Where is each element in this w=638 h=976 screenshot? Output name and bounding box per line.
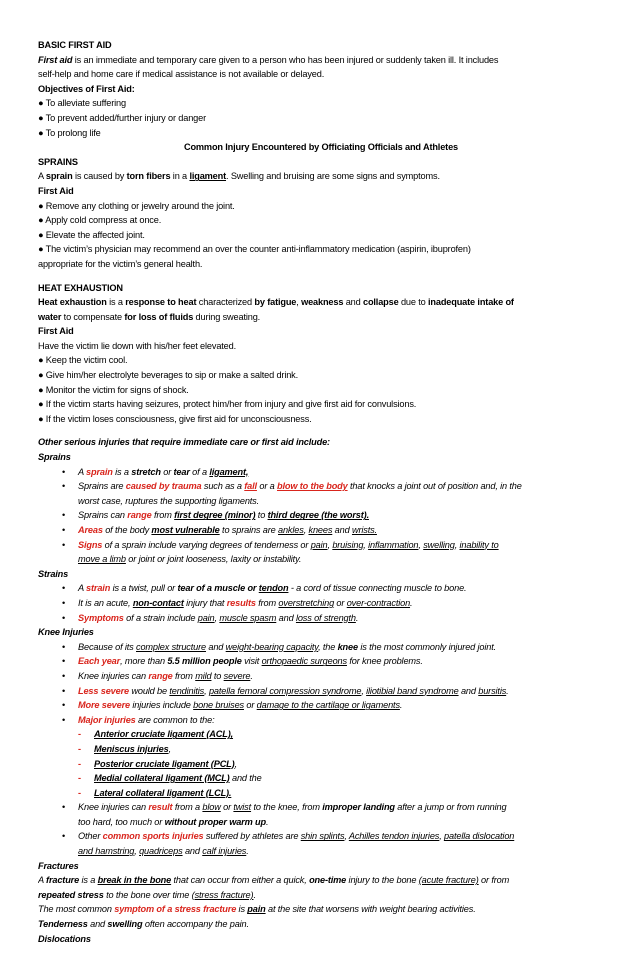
knee-bullet: • Each year, more than 5.5 million people visit orthopaedic surgeons for knee problems. [38,654,604,669]
sprains-definition: A sprain is caused by torn fibers in a ligament. Swelling and bruising are some signs and symptoms. [38,171,440,182]
heat-first-aid-item: ● Keep the victim cool. [38,355,128,366]
heat-exhaustion-definition-cont: water to compensate for loss of fluids during sweating. [38,311,261,322]
sprains-first-aid-item: ● Elevate the affected joint. [38,229,145,240]
dislocations-subheading: Dislocations [38,933,91,944]
heat-exhaustion-definition: Heat exhaustion is a response to heat characterized by fatigue, weakness and collapse due to inadequate intake of [38,297,514,308]
sprains-first-aid-item: ● Apply cold compress at once. [38,215,162,226]
sprains-bullet: • Sprains can range from first degree (minor) to third degree (the worst). [38,508,604,523]
heat-first-aid-heading: First Aid [38,326,74,337]
sprains-bullet: • A sprain is a stretch or tear of a ligament, [38,465,604,480]
strains-subheading: Strains [38,568,69,579]
knee-injuries-subheading: Knee Injuries [38,627,94,638]
ligament-list-item: - Posterior cruciate ligament (PCL), [78,758,237,769]
sprains-first-aid-item-cont: appropriate for the victim’s general health. [38,258,203,269]
sprains-bullet: • Signs of a sprain include varying degrees of tenderness or pain, bruising, inflammation, swelling, inability to move a limb or joint or joint looseness, laxity or instability. [38,538,604,567]
strains-bullet: • It is an acute, non-contact injury that results from overstretching or over-contraction. [38,596,604,611]
heat-exhaustion-heading: HEAT EXHAUSTION [38,282,123,293]
ligament-list-item: - Anterior cruciate ligament (ACL), [78,729,234,740]
intro-paragraph: First aid is an immediate and temporary care given to a person who has been injured or suddenly taken ill. It includes [38,54,499,65]
sprains-heading: SPRAINS [38,156,78,167]
knee-bullet: • Because of its complex structure and weight-bearing capacity, the knee is the most commonly injured joint. [38,640,604,655]
heat-first-aid-item: ● If the victim loses consciousness, give first aid for unconsciousness. [38,413,312,424]
objective-item: ● To prevent added/further injury or danger [38,112,206,123]
section-center-heading: Common Injury Encountered by Officiating Officials and Athletes [183,142,459,153]
sprains-first-aid-item: ● The victim’s physician may recommend an over the counter anti-inflammatory medication (aspirin, ibuprofen) [38,244,471,255]
document-title: BASIC FIRST AID [38,40,112,50]
heat-first-aid-item: ● Monitor the victim for signs of shock. [38,384,189,395]
knee-bullet: • Major injuries are common to the: [38,713,604,728]
intro-paragraph-cont: self-help and home care if medical assistance is not available or delayed. [38,69,325,80]
fractures-definition: A fracture is a break in the bone that can occur from either a quick, one-time injury to the bone (acute fracture) or from [38,875,510,886]
ligament-list-item: - Medial collateral ligament (MCL) and the [78,773,262,784]
strains-bullet: • A strain is a twist, pull or tear of a muscle or tendon - a cord of tissue connecting muscle to bone. [38,581,604,596]
objectives-heading: Objectives of First Aid: [38,83,135,94]
sprains-first-aid-item: ● Remove any clothing or jewelry around the joint. [38,200,235,211]
objective-item: ● To prolong life [38,127,101,138]
stress-fracture-symptom: The most common symptom of a stress fracture is pain at the site that worsens with weight bearing activities. [38,904,476,915]
strains-bullet: • Symptoms of a strain include pain, muscle spasm and loss of strength. [38,611,604,626]
sprains-first-aid-heading: First Aid [38,185,74,196]
knee-bullet: • More severe injuries include bone bruises or damage to the cartilage or ligaments. [38,698,604,713]
knee-bullet: • Other common sports injuries suffered by athletes are shin splints, Achilles tendon injuries, patella dislocation and hamstring, quadriceps and calf injuries. [38,829,604,858]
sprains-subheading: Sprains [38,452,71,463]
heat-first-aid-item: ● If the victim starts having seizures, protect him/her from injury and give first aid for convulsions. [38,399,417,410]
objective-item: ● To alleviate suffering [38,98,126,109]
sprains-bullet: • Sprains are caused by trauma such as a fall or a blow to the body that knocks a joint out of position and, in the worst case, ruptures the supporting ligaments. [38,479,604,508]
heat-first-aid-item: ● Give him/her electrolyte beverages to sip or make a salted drink. [38,370,299,381]
ligament-list-item: - Lateral collateral ligament (LCL). [78,787,232,798]
heat-first-aid-intro: Have the victim lie down with his/her feet elevated. [38,340,236,351]
other-injuries-heading: Other serious injuries that require immediate care or first aid include: [38,437,330,448]
sprains-bullet: • Areas of the body most vulnerable to sprains are ankles, knees and wrists. [38,523,604,538]
knee-bullet: • Knee injuries can range from mild to severe. [38,669,604,684]
knee-bullet: • Knee injuries can result from a blow or twist to the knee, from improper landing after a jump or from running too hard, too much or without proper warm up. [38,800,604,829]
document-body [38,38,604,946]
fracture-signs: Tenderness and swelling often accompany the pain. [38,919,249,930]
knee-bullet: • Less severe would be tendinitis, patella femoral compression syndrome, iliotibial band syndrome and bursitis. [38,684,604,699]
ligament-list-item: - Meniscus injuries, [78,743,171,754]
fractures-definition-cont: repeated stress to the bone over time (stress fracture). [38,889,256,900]
fractures-subheading: Fractures [38,860,79,871]
